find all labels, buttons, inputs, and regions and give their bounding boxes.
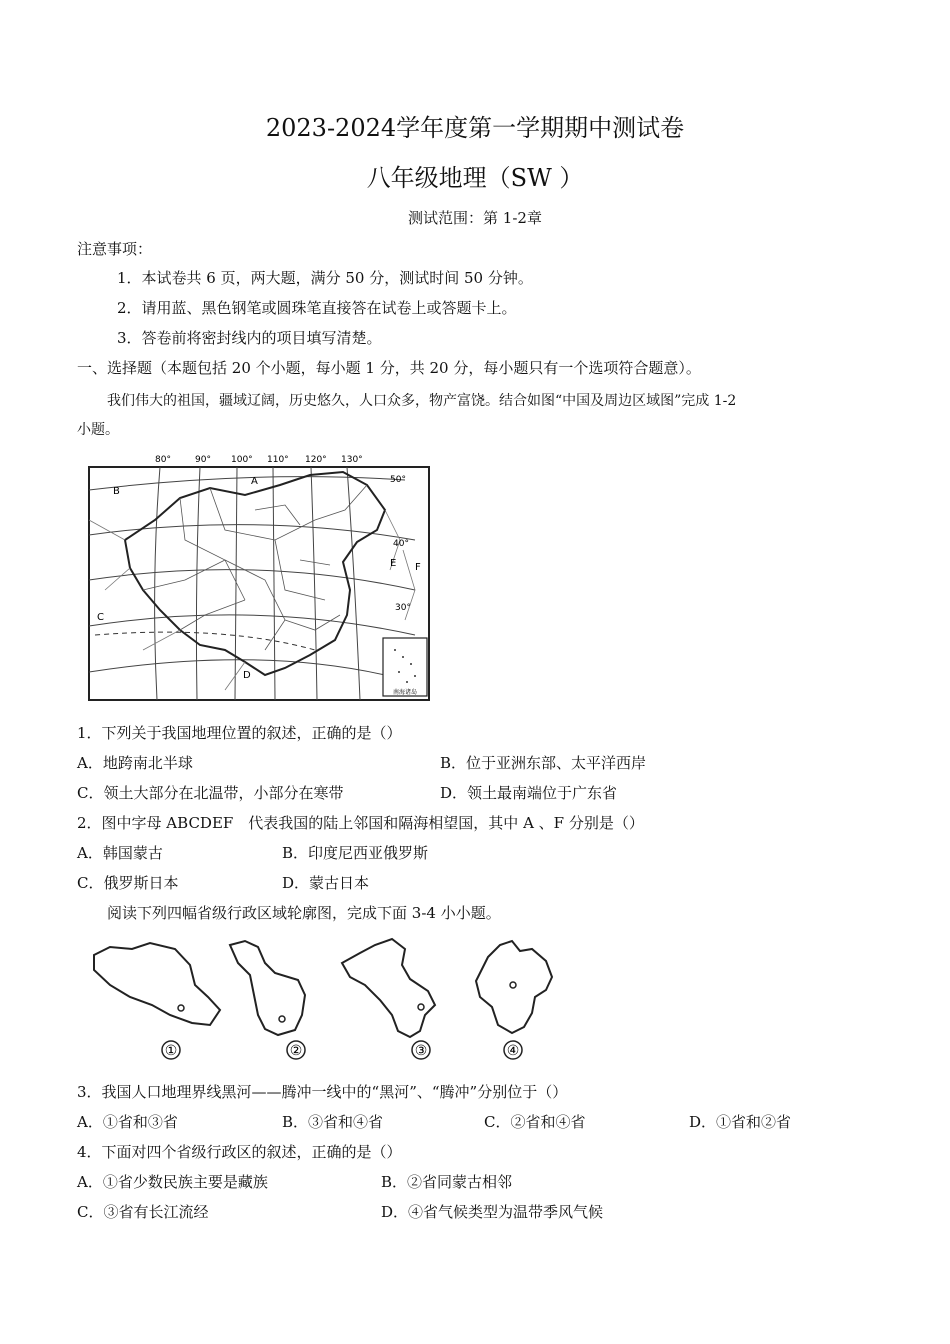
- section-intro: 我们伟大的祖国，疆域辽阔，历史悠久，人口众多，物产富饶。结合如图“中国及周边区域图”完成 1-2: [107, 393, 737, 409]
- q3-option-a: A．①省和③省: [77, 1113, 178, 1131]
- q2-option-c: C．俄罗斯日本: [77, 874, 179, 892]
- inset-label: 南海诸岛: [392, 689, 418, 696]
- test-scope: 测试范围：第 1-2章: [408, 209, 542, 227]
- q2-stem: 2．图中字母 ABCDEF 代表我国的陆上邻国和隔海相望国，其中 A 、F 分别是（）: [77, 814, 644, 832]
- note-item: 1．本试卷共 6 页，两大题，满分 50 分，测试时间 50 分钟。: [117, 269, 533, 287]
- note-item: 3．答卷前将密封线内的项目填写清楚。: [117, 329, 382, 347]
- province-1-label: ①: [164, 1043, 178, 1059]
- province-4-shape: [476, 941, 552, 1033]
- lat-label: 50°: [390, 475, 406, 485]
- q2-option-d: D．蒙古日本: [282, 874, 370, 892]
- province-2-shape: [230, 941, 305, 1035]
- lon-label: 100°: [231, 455, 253, 465]
- tropic-line: [95, 632, 315, 650]
- q1-option-b: B．位于亚洲东部、太平洋西岸: [440, 754, 647, 772]
- q1-stem: 1．下列关于我国地理位置的叙述，正确的是（）: [77, 724, 402, 742]
- map-letter-b: B: [113, 486, 120, 497]
- graticule: [89, 467, 418, 700]
- q1-option-c: C．领土大部分在北温带，小部分在寒带: [77, 784, 344, 802]
- q2-option-b: B．印度尼西亚俄罗斯: [282, 844, 429, 862]
- q4-option-c: C．③省有长江流经: [77, 1203, 209, 1221]
- province-1-shape: [94, 943, 220, 1025]
- q3-option-d: D．①省和②省: [689, 1113, 792, 1131]
- province-3-shape: [342, 939, 435, 1037]
- inset-frame: [383, 638, 427, 696]
- map-letter-d: D: [243, 670, 251, 681]
- map-letter-e: E: [390, 558, 397, 569]
- lat-label: 30°: [395, 603, 411, 613]
- section-heading: 一、选择题（本题包括 20 个小题，每小题 1 分，共 20 分，每小题只有一个选项符合题意）。: [77, 359, 701, 377]
- lon-label: 130°: [341, 455, 363, 465]
- province-4-label: ④: [506, 1043, 520, 1059]
- province-outlines: [80, 935, 560, 1065]
- lon-label: 110°: [267, 455, 289, 465]
- lat-label: 40°: [393, 539, 409, 549]
- q1-option-a: A．地跨南北半球: [77, 754, 193, 772]
- section-intro-cont: 小题。: [77, 422, 119, 438]
- reading-prompt: 阅读下列四幅省级行政区域轮廓图，完成下面 3-4 小小题。: [107, 904, 501, 922]
- q4-option-d: D．④省气候类型为温带季风气候: [381, 1203, 604, 1221]
- exam-title: 2023-2024学年度第一学期期中测试卷: [265, 114, 685, 142]
- map-letter-c: C: [97, 612, 104, 623]
- lon-label: 120°: [305, 455, 327, 465]
- q3-option-c: C．②省和④省: [484, 1113, 586, 1131]
- q2-option-a: A．韩国蒙古: [77, 844, 163, 862]
- note-item: 2．请用蓝、黑色钢笔或圆珠笔直接答在试卷上或答题卡上。: [117, 299, 517, 317]
- notes-heading: 注意事项：: [77, 240, 153, 258]
- q4-option-a: A．①省少数民族主要是藏族: [77, 1173, 268, 1191]
- province-2-label: ②: [289, 1043, 303, 1059]
- china-region-map: [85, 450, 435, 705]
- q3-stem: 3．我国人口地理界线黑河——腾冲一线中的“黑河”、“腾冲”分别位于（）: [77, 1083, 568, 1101]
- map-letter-a: A: [251, 476, 258, 487]
- q3-option-b: B．③省和④省: [282, 1113, 384, 1131]
- lon-label: 80°: [155, 455, 171, 465]
- china-outline: [125, 472, 385, 675]
- province-3-label: ③: [414, 1043, 428, 1059]
- exam-subtitle: 八年级地理（SW ）: [366, 164, 584, 192]
- q4-stem: 4．下面对四个省级行政区的叙述，正确的是（）: [77, 1143, 402, 1161]
- q4-option-b: B．②省同蒙古相邻: [381, 1173, 513, 1191]
- q1-option-d: D．领土最南端位于广东省: [440, 784, 618, 802]
- map-letter-f: F: [415, 562, 421, 573]
- lon-label: 90°: [195, 455, 211, 465]
